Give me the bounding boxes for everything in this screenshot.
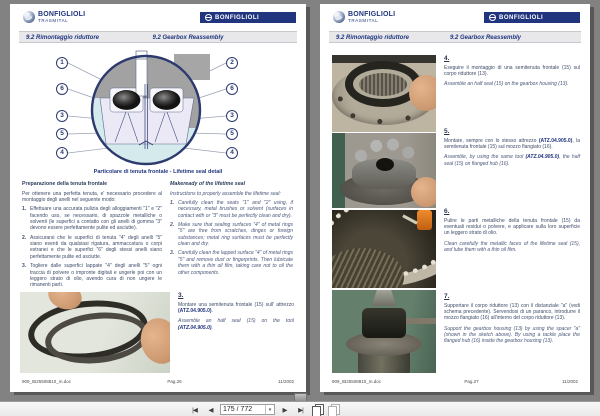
list-item bbox=[22, 263, 162, 288]
toolbar-drag-handle[interactable] bbox=[294, 393, 307, 401]
page-number-input[interactable] bbox=[221, 405, 265, 414]
step-7-block bbox=[444, 293, 580, 349]
step-number: 5. bbox=[444, 128, 450, 135]
step-number: 6. bbox=[444, 208, 450, 215]
brand-logo bbox=[23, 11, 85, 24]
callout-6-right: 6 bbox=[226, 83, 238, 95]
hand-shape bbox=[411, 177, 436, 207]
step-number: 4. bbox=[444, 55, 450, 62]
footer-doc-name: 909_IB25508810_m.doc bbox=[22, 379, 72, 384]
list-item-number: 1. bbox=[22, 206, 27, 213]
callout-5-left: 5 bbox=[56, 128, 68, 140]
step-3-block bbox=[178, 292, 294, 335]
list-item bbox=[170, 250, 293, 275]
section-title-en: 9.2 Gearbox Reassembly bbox=[152, 34, 224, 41]
section-title-en: 9.2 Gearbox Reassembly bbox=[449, 34, 521, 41]
two-page-view-icon[interactable] bbox=[328, 404, 339, 416]
callout-2: 2 bbox=[226, 57, 238, 69]
brand-badge bbox=[200, 12, 296, 23]
brand-title: BONFIGLIOLI bbox=[348, 11, 396, 18]
callout-1: 1 bbox=[56, 57, 68, 69]
list-item-number: 2. bbox=[22, 234, 27, 241]
step-text-en: Assemble an half seal (15) on the gearbox housing (13). bbox=[444, 81, 569, 88]
step-6-block bbox=[444, 208, 580, 257]
photo-step7-hub-lifting bbox=[332, 290, 436, 373]
column-english bbox=[170, 181, 293, 279]
badge-emblem-icon bbox=[489, 14, 496, 21]
column-heading-it: Preparazione della tenuta frontale bbox=[22, 181, 108, 187]
brand-wordmark bbox=[348, 11, 395, 24]
step-text-en: Clean carefully the metallic faces of the lifetime seal (15), and lube them with a thin oil film. bbox=[444, 240, 580, 253]
brand-title: BONFIGLIOLI bbox=[38, 11, 86, 18]
step-4-block bbox=[444, 55, 580, 92]
list-item-text: Carefully clean the lapped surface "4" of metal rings "5" and remove dust or fingerprints. Then lubricate them with a thin oil film, taking care not to oil the other components. bbox=[178, 250, 293, 276]
oil-can-shape bbox=[417, 210, 432, 230]
list-item-text: Make sure that sealing surfaces "4" of metal rings "5" are free from scratches, dinges or foreign substances; metal ring surfaces must be perfectly clean and dry. bbox=[178, 222, 293, 248]
callout-4-left: 4 bbox=[56, 147, 68, 159]
list-item-text: Togliere dalle superfici lappate "4" degli anelli "5" ogni traccia di polvere o impronte digitali e ungerle poi con un leggero strato di olio, avendo cura di non ungere le rimanenti parti. bbox=[30, 263, 162, 289]
step-text-en: Assemble an half seal (15) on the tool (ATZ.04.905.0). bbox=[178, 318, 294, 331]
brand-subtitle: TRASMITAL bbox=[348, 18, 379, 23]
callout-5-right: 5 bbox=[226, 128, 238, 140]
flanged-hub-shape bbox=[362, 308, 406, 338]
page-footer bbox=[332, 379, 578, 384]
section-bar bbox=[329, 31, 581, 43]
single-page-view-icon[interactable] bbox=[312, 404, 323, 416]
support-arm-shape bbox=[406, 318, 436, 324]
hub-bore-shape bbox=[376, 158, 394, 171]
photo-step6-oiling-seal bbox=[332, 210, 436, 288]
hand-shape bbox=[409, 75, 436, 111]
badge-label: BONFIGLIOLI bbox=[499, 14, 544, 21]
document-page-right bbox=[320, 4, 590, 392]
previous-page-button[interactable]: ◀ bbox=[208, 406, 213, 414]
diagram-caption: Particolare di tenuta frontale - Lifetime seal detail bbox=[93, 169, 223, 175]
list-item bbox=[22, 206, 162, 231]
callout-3-right: 3 bbox=[226, 110, 238, 122]
callout-6-left: 6 bbox=[56, 83, 68, 95]
gear-teeth-shape bbox=[359, 73, 407, 96]
section-bar bbox=[19, 31, 297, 43]
section-title-it: 9.2 Rimontaggio riduttore bbox=[336, 34, 410, 41]
bonfiglioli-logo-icon bbox=[23, 11, 35, 23]
step-text-it: Supportare il corpo riduttore (13) con il distanziale "a" (vedi schema precedente). Servendosi di un paranco, introdurre il mozzo flangiato (16) all'interno del corpo riduttore (13). bbox=[444, 302, 580, 322]
list-item-number: 3. bbox=[22, 263, 27, 270]
footer-date: 11/2002 bbox=[278, 379, 294, 384]
first-page-button[interactable]: |◀ bbox=[192, 406, 197, 414]
badge-label: BONFIGLIOLI bbox=[215, 14, 260, 21]
last-page-button[interactable]: ▶| bbox=[298, 406, 303, 414]
photo-step4-half-seal-on-housing bbox=[332, 55, 436, 132]
step-text-en: Assemble, by using the same tool (ATZ.04.905.0), the half seal (15) on flanged hub (16). bbox=[444, 154, 580, 167]
brand-logo bbox=[333, 11, 395, 24]
footer-date: 11/2002 bbox=[562, 379, 578, 384]
list-item-text: Carefully clean the seats "1" and "2" using, if necessary, metal brushes or solvent (surfaces in contact with or "3" must be perfectly clean and dry). bbox=[178, 200, 293, 219]
lifetime-seal-diagram bbox=[24, 50, 254, 168]
pdf-toolbar bbox=[0, 401, 600, 416]
list-item-number: 3. bbox=[170, 250, 175, 257]
photo-seal-rings bbox=[20, 292, 170, 373]
section-title-it: 9.2 Rimontaggio riduttore bbox=[26, 34, 100, 41]
brand-subtitle: TRASMITAL bbox=[38, 18, 69, 23]
list-item-number: 1. bbox=[170, 200, 175, 207]
step-text-it: Eseguire il montaggio di una semitenuta frontale (15) sul corpo riduttore (13). bbox=[444, 64, 580, 77]
page-navigation-group bbox=[188, 403, 339, 416]
column-intro-it: Per ottenere una perfetta tenuta, e' necessario procedere al montaggio degli anelli nel seguente modo: bbox=[22, 190, 162, 204]
list-item bbox=[170, 222, 293, 247]
step-number: 7. bbox=[444, 293, 450, 300]
step-number: 3. bbox=[178, 292, 184, 299]
page-number-box bbox=[220, 404, 275, 415]
step-text-it: Montare una semitenuta frontale (15) sull' attrezzo (ATZ.04.905.0). bbox=[178, 301, 294, 314]
document-page-left bbox=[10, 4, 306, 392]
list-item bbox=[22, 235, 162, 260]
step-5-block bbox=[444, 128, 580, 171]
footer-doc-name: 909_IB25508810_m.doc bbox=[332, 379, 382, 384]
step-text-en: Support the gearbox housing (13) by using the spacer "a" (shown in the sketch above). By using a tackle place the flanged hub (16) inside the gearbox housing (13). bbox=[444, 325, 580, 345]
brand-badge bbox=[484, 12, 580, 23]
footer-page-number: Pag.27 bbox=[464, 379, 479, 384]
footer-page-number: Pag.26 bbox=[167, 379, 182, 384]
column-intro-en: Instructions to properly assemble the lifetime seal: bbox=[170, 190, 281, 197]
photo-step5-flanged-hub bbox=[332, 133, 436, 208]
list-item-text: Assicurarsi che le superfici di tenuta "4" degli anelli "5" siano esenti da qualsiasi rigatura, ammaccatura o corpi estranei e che le superfici "6" degli stessi anelli siano perfettamente pulite ed asciutte. bbox=[30, 234, 162, 260]
step-text-it: Pulire le parti metalliche della tenuta frontale (15) da eventuali residui o polvere, e applicare sulla loro superficie un leggero strato di olio. bbox=[444, 217, 580, 237]
brand-wordmark bbox=[38, 11, 85, 24]
page-footer bbox=[22, 379, 294, 384]
step-text-it: Montare, sempre con lo stesso attrezzo (ATZ.04.905.0), la semitenuta frontale (15) sul mozzo flangiato (16). bbox=[444, 137, 580, 150]
column-italian bbox=[22, 181, 162, 292]
badge-emblem-icon bbox=[205, 14, 212, 21]
callout-3-left: 3 bbox=[56, 110, 68, 122]
list-item-number: 2. bbox=[170, 222, 175, 229]
callout-4-right: 4 bbox=[226, 147, 238, 159]
column-heading-en: Makeready of the lifetime seal bbox=[170, 181, 246, 187]
list-item-text: Effettuare una accurata pulizia degli alloggiamenti "1" e "2" facendo uso, se necessario, di spazzole metalliche o solventi (le superfici a contatto con gli anelli di gomma "3" devono essere perfettamente pulite ed asciutte). bbox=[30, 206, 162, 232]
page-dropdown-arrow-icon[interactable]: ▾ bbox=[265, 405, 274, 414]
list-item bbox=[170, 200, 293, 219]
bonfiglioli-logo-icon bbox=[333, 11, 345, 23]
next-page-button[interactable]: ▶ bbox=[282, 406, 287, 414]
hoist-clamp-shape bbox=[372, 290, 396, 306]
